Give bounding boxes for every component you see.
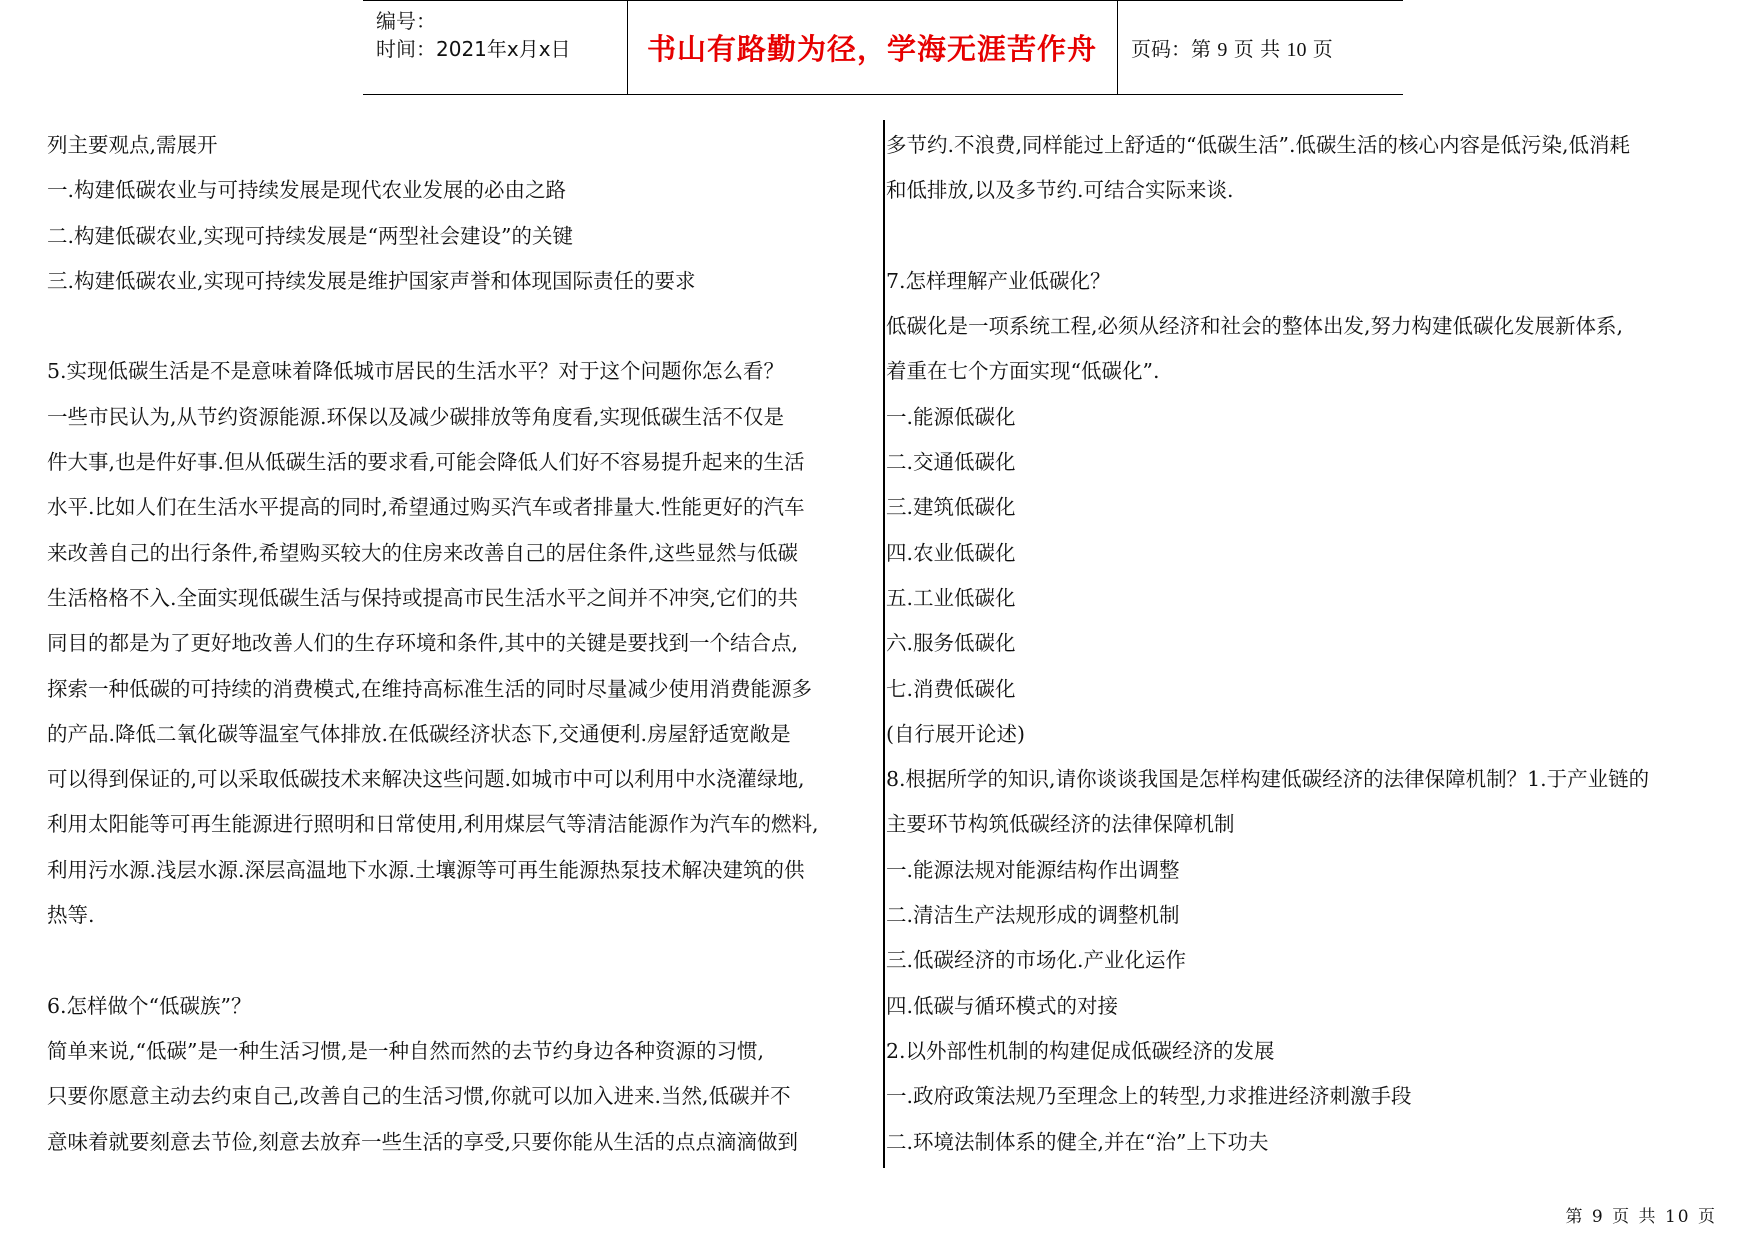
- text-line: 六.服务低碳化: [886, 631, 1016, 656]
- page-suffix: 页: [1312, 37, 1333, 61]
- text-line: 一些市民认为,从节约资源能源.环保以及减少碳排放等角度看,实现低碳生活不仅是: [47, 404, 785, 429]
- text-line: 着重在七个方面实现“低碳化”.: [886, 359, 1160, 384]
- text-line: 简单来说,“低碳”是一种生活习惯,是一种自然而然的去节约身边各种资源的习惯,: [47, 1038, 765, 1063]
- text-line: 二.构建低碳农业,实现可持续发展是“两型社会建设”的关键: [47, 223, 573, 248]
- header-meta-cell: [363, 1, 628, 94]
- text-line: (自行展开论述): [886, 721, 1025, 746]
- page-mid: 页 共: [1233, 37, 1281, 61]
- text-line: 三.低碳经济的市场化.产业化运作: [886, 948, 1187, 973]
- right-column: [886, 123, 1716, 1165]
- header-page-cell: [1117, 1, 1403, 94]
- text-line: 5.实现低碳生活是不是意味着降低城市居民的生活水平？对于这个问题你怎么看？: [47, 359, 785, 384]
- text-line: 和低排放,以及多节约.可结合实际来谈.: [886, 178, 1234, 203]
- header-motto-cell: [627, 1, 1118, 94]
- blank-line: [47, 938, 883, 983]
- text-line: 热等.: [47, 903, 95, 928]
- text-line: 的产品.降低二氧化碳等温室气体排放.在低碳经济状态下,交通便利.房屋舒适宽敞是: [47, 721, 791, 746]
- text-line: 多节约.不浪费,同样能过上舒适的“低碳生活”.低碳生活的核心内容是低污染,低消耗: [886, 133, 1631, 157]
- text-line: 一.构建低碳农业与可持续发展是现代农业发展的必由之路: [47, 178, 567, 203]
- text-line: 二.清洁生产法规形成的调整机制: [886, 903, 1180, 928]
- text-line: 一.政府政策法规乃至理念上的转型,力求推进经济刺激手段: [886, 1084, 1412, 1109]
- motto: 书山有路勤为径，学海无涯苦作舟: [646, 32, 1097, 66]
- page-code: [1117, 33, 1333, 62]
- blank-line: [886, 214, 1716, 259]
- text-line: 一.能源法规对能源结构作出调整: [886, 857, 1180, 882]
- text-line: 件大事,也是件好事.但从低碳生活的要求看,可能会降低人们好不容易提升起来的生活: [47, 450, 805, 475]
- column-divider: [883, 120, 885, 1168]
- page-footer: 第 9 页 共 10 页: [1565, 1207, 1717, 1227]
- text-line: 2.以外部性机制的构建促成低碳经济的发展: [886, 1038, 1275, 1063]
- text-line: 三.建筑低碳化: [886, 495, 1016, 520]
- text-line: 七.消费低碳化: [886, 676, 1016, 701]
- text-line: 8.根据所学的知识,请你谈谈我国是怎样构建低碳经济的法律保障机制？1.于产业链的: [886, 767, 1650, 792]
- document-date: 时间：2021年x月x日: [376, 37, 571, 61]
- text-line: 生活格格不入.全面实现低碳生活与保持或提高市民生活水平之间并不冲突,它们的共: [47, 585, 799, 610]
- text-line: 意味着就要刻意去节俭,刻意去放弃一些生活的享受,只要你能从生活的点点滴滴做到: [47, 1129, 799, 1154]
- text-line: 利用污水源.浅层水源.深层高温地下水源.土壤源等可再生能源热泵技术解决建筑的供: [47, 857, 805, 882]
- text-line: 二.环境法制体系的健全,并在“治”上下功夫: [886, 1129, 1269, 1154]
- page-header: [363, 0, 1403, 95]
- text-line: 四.低碳与循环模式的对接: [886, 993, 1119, 1018]
- text-line: 6.怎样做个“低碳族”？: [47, 993, 252, 1018]
- text-line: 来改善自己的出行条件,希望购买较大的住房来改善自己的居住条件,这些显然与低碳: [47, 540, 799, 565]
- text-line: 五.工业低碳化: [886, 585, 1016, 610]
- page-prefix: 页码：第: [1131, 37, 1211, 61]
- text-line: 二.交通低碳化: [886, 450, 1016, 475]
- document-number-label: 编号：: [376, 9, 436, 33]
- text-line: 同目的都是为了更好地改善人们的生存环境和条件,其中的关键是要找到一个结合点,: [47, 631, 799, 656]
- text-line: 探索一种低碳的可持续的消费模式,在维持高标准生活的同时尽量减少使用消费能源多: [47, 676, 813, 701]
- text-line: 一.能源低碳化: [886, 404, 1016, 429]
- page-current: 9: [1217, 39, 1228, 61]
- text-line: 列主要观点,需展开: [47, 133, 218, 157]
- page-total: 10: [1286, 39, 1307, 61]
- text-line: 三.构建低碳农业,实现可持续发展是维护国家声誉和体现国际责任的要求: [47, 268, 696, 293]
- text-line: 水平.比如人们在生活水平提高的同时,希望通过购买汽车或者排量大.性能更好的汽车: [47, 495, 805, 520]
- left-column: [47, 123, 883, 1165]
- text-line: 四.农业低碳化: [886, 540, 1016, 565]
- text-line: 只要你愿意主动去约束自己,改善自己的生活习惯,你就可以加入进来.当然,低碳并不: [47, 1084, 791, 1109]
- blank-line: [47, 304, 883, 349]
- text-line: 可以得到保证的,可以采取低碳技术来解决这些问题.如城市中可以利用中水浇灌绿地,: [47, 767, 805, 792]
- text-line: 7.怎样理解产业低碳化？: [886, 268, 1111, 293]
- text-line: 利用太阳能等可再生能源进行照明和日常使用,利用煤层气等清洁能源作为汽车的燃料,: [47, 812, 819, 837]
- text-line: 主要环节构筑低碳经济的法律保障机制: [886, 812, 1235, 837]
- text-line: 低碳化是一项系统工程,必须从经济和社会的整体出发,努力构建低碳化发展新体系,: [886, 314, 1624, 339]
